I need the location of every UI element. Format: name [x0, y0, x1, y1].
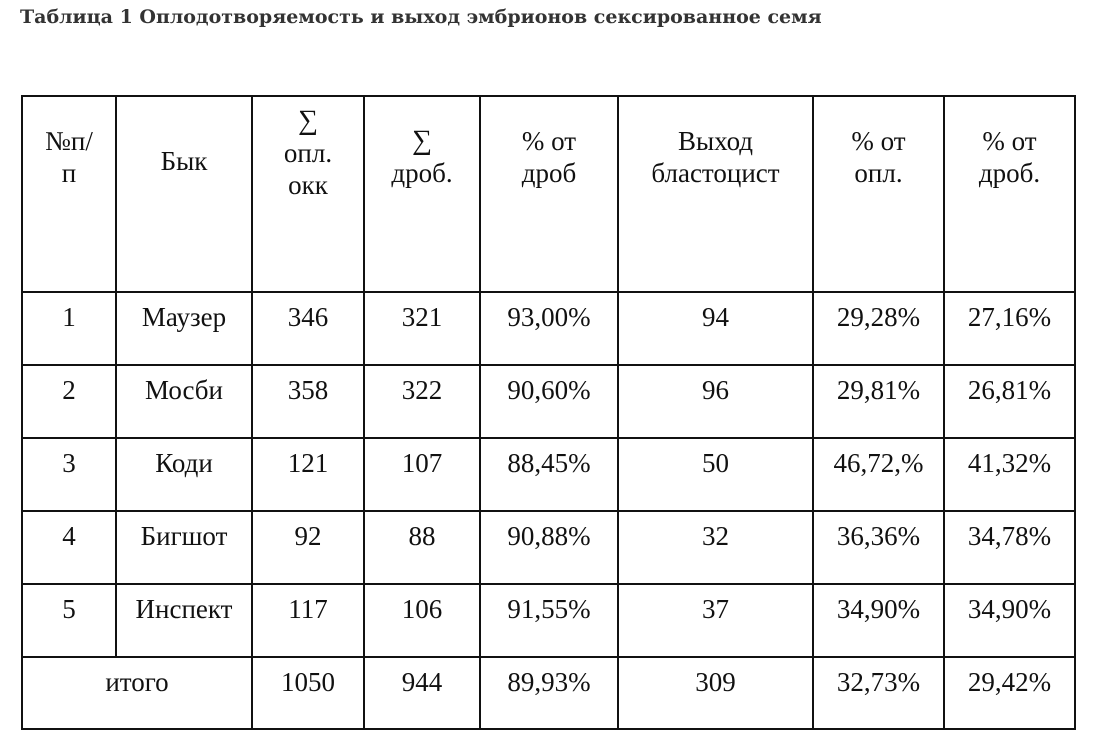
cell-bull: Инспект: [116, 584, 252, 657]
header-bull: Бык: [116, 96, 252, 292]
table-header-row: [22, 96, 1075, 292]
cell-fert: 117: [252, 584, 364, 657]
cell-blastocysts: 32: [618, 511, 813, 584]
cell-pct-fert: 34,90%: [813, 584, 944, 657]
table-row: [22, 292, 1075, 365]
cell-fert: 346: [252, 292, 364, 365]
cell-blastocysts: 94: [618, 292, 813, 365]
header-pct-of-cleaved: % от дроб.: [944, 96, 1075, 292]
cell-cleaved: 107: [364, 438, 480, 511]
cell-pct-cl: 34,78%: [944, 511, 1075, 584]
header-cleaved: ∑ дроб.: [364, 96, 480, 292]
header-pct-of-fert: % от опл.: [813, 96, 944, 292]
table-row: [22, 365, 1075, 438]
cell-num: 3: [22, 438, 116, 511]
cell-blastocysts: 50: [618, 438, 813, 511]
cell-cleaved: 322: [364, 365, 480, 438]
cell-pct-cleaved: 90,88%: [480, 511, 618, 584]
total-pct-cleaved: 89,93%: [480, 657, 618, 729]
cell-num: 1: [22, 292, 116, 365]
cell-pct-fert: 46,72,%: [813, 438, 944, 511]
cell-num: 4: [22, 511, 116, 584]
total-pct-cl: 29,42%: [944, 657, 1075, 729]
cell-pct-fert: 29,28%: [813, 292, 944, 365]
cell-cleaved: 88: [364, 511, 480, 584]
cell-bull: Маузер: [116, 292, 252, 365]
cell-cleaved: 106: [364, 584, 480, 657]
total-blastocysts: 309: [618, 657, 813, 729]
header-num: №п/ п: [22, 96, 116, 292]
total-label: итого: [22, 657, 252, 729]
cell-blastocysts: 96: [618, 365, 813, 438]
cell-pct-fert: 36,36%: [813, 511, 944, 584]
table-row: [22, 438, 1075, 511]
cell-bull: Мосби: [116, 365, 252, 438]
total-pct-fert: 32,73%: [813, 657, 944, 729]
total-fert: 1050: [252, 657, 364, 729]
cell-pct-cleaved: 90,60%: [480, 365, 618, 438]
table-total-row: [22, 657, 1075, 729]
cell-num: 5: [22, 584, 116, 657]
cell-pct-fert: 29,81%: [813, 365, 944, 438]
cell-fert: 92: [252, 511, 364, 584]
cell-pct-cl: 27,16%: [944, 292, 1075, 365]
cell-cleaved: 321: [364, 292, 480, 365]
cell-fert: 358: [252, 365, 364, 438]
table-caption: Таблица 1 Оплодотворяемость и выход эмбрионов сексированное семя: [20, 6, 822, 28]
table-row: [22, 511, 1075, 584]
cell-bull: Бигшот: [116, 511, 252, 584]
results-table: [21, 95, 1076, 730]
cell-num: 2: [22, 365, 116, 438]
header-blastocyst-yield: Выход бластоцист: [618, 96, 813, 292]
cell-pct-cleaved: 93,00%: [480, 292, 618, 365]
header-fert-oocytes: ∑ опл. окк: [252, 96, 364, 292]
cell-pct-cl: 26,81%: [944, 365, 1075, 438]
cell-pct-cl: 41,32%: [944, 438, 1075, 511]
cell-blastocysts: 37: [618, 584, 813, 657]
cell-bull: Коди: [116, 438, 252, 511]
header-pct-cleaved: % от дроб: [480, 96, 618, 292]
cell-fert: 121: [252, 438, 364, 511]
cell-pct-cleaved: 91,55%: [480, 584, 618, 657]
cell-pct-cleaved: 88,45%: [480, 438, 618, 511]
total-cleaved: 944: [364, 657, 480, 729]
table-row: [22, 584, 1075, 657]
cell-pct-cl: 34,90%: [944, 584, 1075, 657]
